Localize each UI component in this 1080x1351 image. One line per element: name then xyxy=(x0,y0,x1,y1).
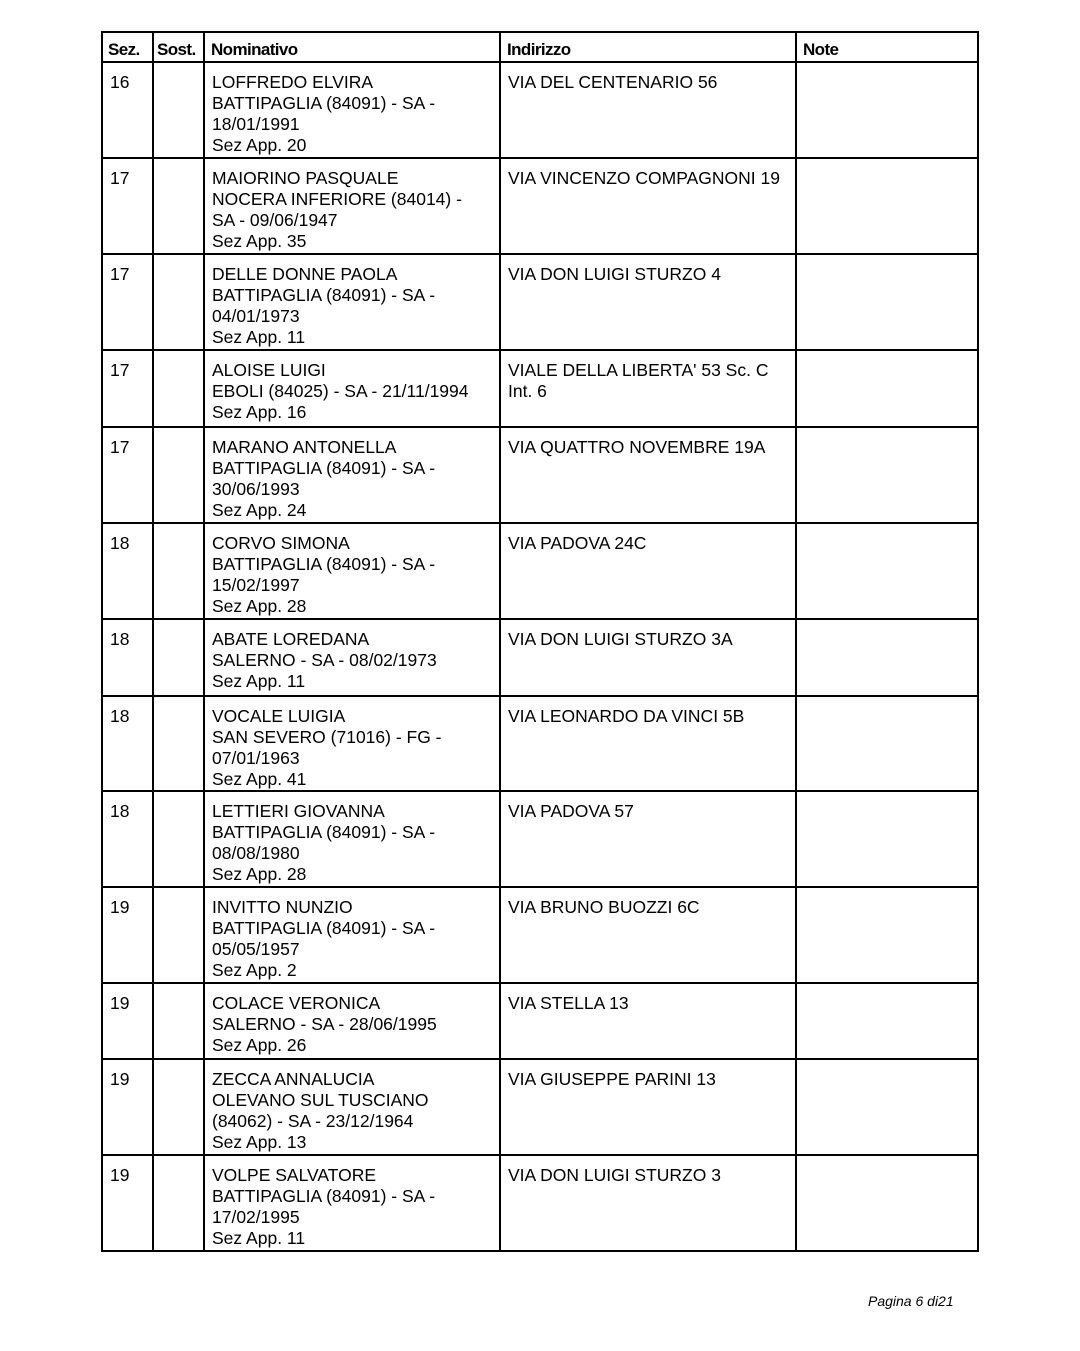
nominativo-line: Sez App. 20 xyxy=(212,135,307,155)
nominativo-line: Sez App. 13 xyxy=(212,1132,307,1152)
cell-nominativo xyxy=(204,791,500,887)
cell-note xyxy=(796,619,978,696)
nominativo-line: BATTIPAGLIA (84091) - SA - xyxy=(212,458,436,478)
cell-nominativo xyxy=(204,523,500,619)
nominativo-line: Sez App. 24 xyxy=(212,500,307,520)
cell-indirizzo xyxy=(500,254,796,350)
nominativo-line: OLEVANO SUL TUSCIANO xyxy=(212,1090,429,1110)
table-row xyxy=(102,1155,978,1251)
cell-note xyxy=(796,523,978,619)
cell-sez: 19 xyxy=(102,887,153,983)
cell-nominativo xyxy=(204,350,500,427)
cell-indirizzo xyxy=(500,62,796,158)
cell-note xyxy=(796,62,978,158)
nominativo-line: BATTIPAGLIA (84091) - SA - xyxy=(212,93,436,113)
cell-sez: 17 xyxy=(102,350,153,427)
cell-sost xyxy=(153,696,204,791)
cell-note xyxy=(796,427,978,523)
cell-sez: 17 xyxy=(102,254,153,350)
cell-indirizzo xyxy=(500,427,796,523)
nominativo-line: BATTIPAGLIA (84091) - SA - xyxy=(212,918,436,938)
nominativo-line: BATTIPAGLIA (84091) - SA - xyxy=(212,285,436,305)
cell-note xyxy=(796,791,978,887)
cell-sez: 19 xyxy=(102,1155,153,1251)
cell-sez: 18 xyxy=(102,619,153,696)
header-row xyxy=(102,32,978,62)
nominativo-line: ZECCA ANNALUCIA xyxy=(212,1069,375,1089)
cell-nominativo xyxy=(204,427,500,523)
page-number: Pagina 6 di21 xyxy=(868,1293,954,1309)
cell-sez: 18 xyxy=(102,696,153,791)
indirizzo-text: VIA PADOVA 57 xyxy=(508,801,634,821)
cell-note xyxy=(796,350,978,427)
nominativo-line: VOCALE LUIGIA xyxy=(212,706,346,726)
cell-note xyxy=(796,696,978,791)
cell-nominativo xyxy=(204,1059,500,1155)
cell-indirizzo xyxy=(500,1059,796,1155)
header-sez: Sez. xyxy=(102,32,153,62)
nominativo-line: DELLE DONNE PAOLA xyxy=(212,264,398,284)
indirizzo-text: VIA DON LUIGI STURZO 4 xyxy=(508,264,721,284)
cell-sez: 18 xyxy=(102,523,153,619)
nominativo-line: MARANO ANTONELLA xyxy=(212,437,397,457)
indirizzo-text: VIA PADOVA 24C xyxy=(508,533,647,553)
nominativo-line: NOCERA INFERIORE (84014) - xyxy=(212,189,462,209)
nominativo-line: SAN SEVERO (71016) - FG - xyxy=(212,727,442,747)
table-row xyxy=(102,983,978,1059)
header-sost: Sost. xyxy=(153,32,204,62)
header-nominativo: Nominativo xyxy=(204,32,500,62)
table-row xyxy=(102,254,978,350)
table-row xyxy=(102,791,978,887)
indirizzo-text: VIA BRUNO BUOZZI 6C xyxy=(508,897,700,917)
nominativo-line: 17/02/1995 xyxy=(212,1207,300,1227)
nominativo-line: SA - 09/06/1947 xyxy=(212,210,338,230)
nominativo-line: Sez App. 11 xyxy=(212,671,306,691)
voter-list-table xyxy=(101,31,979,1252)
cell-indirizzo xyxy=(500,696,796,791)
indirizzo-text: VIA GIUSEPPE PARINI 13 xyxy=(508,1069,716,1089)
indirizzo-text: VIA QUATTRO NOVEMBRE 19A xyxy=(508,437,766,457)
cell-nominativo xyxy=(204,696,500,791)
cell-sez: 19 xyxy=(102,1059,153,1155)
nominativo-line: LOFFREDO ELVIRA xyxy=(212,72,374,92)
indirizzo-text: VIA STELLA 13 xyxy=(508,993,629,1013)
nominativo-line: 15/02/1997 xyxy=(212,575,300,595)
nominativo-line: 08/08/1980 xyxy=(212,843,300,863)
cell-sost xyxy=(153,887,204,983)
cell-indirizzo xyxy=(500,887,796,983)
table-row xyxy=(102,350,978,427)
cell-nominativo xyxy=(204,983,500,1059)
cell-note xyxy=(796,887,978,983)
nominativo-line: 30/06/1993 xyxy=(212,479,300,499)
nominativo-line: Sez App. 2 xyxy=(212,960,297,980)
cell-note xyxy=(796,983,978,1059)
cell-sost xyxy=(153,983,204,1059)
cell-sost xyxy=(153,523,204,619)
cell-nominativo xyxy=(204,62,500,158)
nominativo-line: SALERNO - SA - 08/02/1973 xyxy=(212,650,437,670)
nominativo-line: Sez App. 26 xyxy=(212,1035,307,1055)
cell-sost xyxy=(153,427,204,523)
table-header xyxy=(102,32,978,62)
cell-sost xyxy=(153,158,204,254)
table-row xyxy=(102,62,978,158)
header-indirizzo: Indirizzo xyxy=(500,32,796,62)
table-row xyxy=(102,427,978,523)
table-row xyxy=(102,1059,978,1155)
nominativo-line: (84062) - SA - 23/12/1964 xyxy=(212,1111,414,1131)
nominativo-line: BATTIPAGLIA (84091) - SA - xyxy=(212,554,436,574)
cell-indirizzo xyxy=(500,523,796,619)
table-row xyxy=(102,887,978,983)
cell-indirizzo xyxy=(500,619,796,696)
cell-sez: 19 xyxy=(102,983,153,1059)
nominativo-line: BATTIPAGLIA (84091) - SA - xyxy=(212,1186,436,1206)
cell-sost xyxy=(153,254,204,350)
cell-note xyxy=(796,1059,978,1155)
cell-indirizzo xyxy=(500,983,796,1059)
cell-sez: 17 xyxy=(102,427,153,523)
table-row xyxy=(102,158,978,254)
nominativo-line: ALOISE LUIGI xyxy=(212,360,326,380)
nominativo-line: Sez App. 11 xyxy=(212,327,306,347)
nominativo-line: Sez App. 35 xyxy=(212,231,307,251)
indirizzo-text: VIA DEL CENTENARIO 56 xyxy=(508,72,718,92)
nominativo-line: Sez App. 28 xyxy=(212,864,307,884)
cell-note xyxy=(796,254,978,350)
indirizzo-text: VIA VINCENZO COMPAGNONI 19 xyxy=(508,168,780,188)
table-row xyxy=(102,523,978,619)
cell-sost xyxy=(153,619,204,696)
cell-sost xyxy=(153,350,204,427)
cell-indirizzo xyxy=(500,350,796,427)
cell-sez: 18 xyxy=(102,791,153,887)
cell-indirizzo xyxy=(500,158,796,254)
cell-nominativo xyxy=(204,1155,500,1251)
cell-sez: 16 xyxy=(102,62,153,158)
cell-indirizzo xyxy=(500,791,796,887)
indirizzo-text: VIA DON LUIGI STURZO 3A xyxy=(508,629,733,649)
nominativo-line: ABATE LOREDANA xyxy=(212,629,370,649)
cell-sost xyxy=(153,1059,204,1155)
nominativo-line: Sez App. 11 xyxy=(212,1228,306,1248)
table-body xyxy=(102,62,978,1251)
nominativo-line: VOLPE SALVATORE xyxy=(212,1165,377,1185)
cell-sez: 17 xyxy=(102,158,153,254)
cell-sost xyxy=(153,1155,204,1251)
cell-sost xyxy=(153,62,204,158)
indirizzo-text: VIA LEONARDO DA VINCI 5B xyxy=(508,706,745,726)
indirizzo-text: VIALE DELLA LIBERTA' 53 Sc. C Int. 6 xyxy=(508,360,769,401)
nominativo-line: COLACE VERONICA xyxy=(212,993,381,1013)
header-note: Note xyxy=(796,32,978,62)
nominativo-line: Sez App. 28 xyxy=(212,596,307,616)
cell-indirizzo xyxy=(500,1155,796,1251)
nominativo-line: SALERNO - SA - 28/06/1995 xyxy=(212,1014,437,1034)
nominativo-line: 05/05/1957 xyxy=(212,939,300,959)
nominativo-line: 04/01/1973 xyxy=(212,306,300,326)
cell-note xyxy=(796,158,978,254)
cell-nominativo xyxy=(204,158,500,254)
cell-nominativo xyxy=(204,887,500,983)
nominativo-line: LETTIERI GIOVANNA xyxy=(212,801,385,821)
cell-nominativo xyxy=(204,254,500,350)
indirizzo-text: VIA DON LUIGI STURZO 3 xyxy=(508,1165,721,1185)
cell-nominativo xyxy=(204,619,500,696)
nominativo-line: MAIORINO PASQUALE xyxy=(212,168,399,188)
table-row xyxy=(102,696,978,791)
nominativo-line: BATTIPAGLIA (84091) - SA - xyxy=(212,822,436,842)
cell-note xyxy=(796,1155,978,1251)
nominativo-line: INVITTO NUNZIO xyxy=(212,897,353,917)
cell-sost xyxy=(153,791,204,887)
nominativo-line: EBOLI (84025) - SA - 21/11/1994 xyxy=(212,381,469,401)
nominativo-line: CORVO SIMONA xyxy=(212,533,350,553)
nominativo-line: Sez App. 16 xyxy=(212,402,307,422)
nominativo-line: Sez App. 41 xyxy=(212,769,307,789)
table-row xyxy=(102,619,978,696)
nominativo-line: 07/01/1963 xyxy=(212,748,300,768)
nominativo-line: 18/01/1991 xyxy=(212,114,300,134)
